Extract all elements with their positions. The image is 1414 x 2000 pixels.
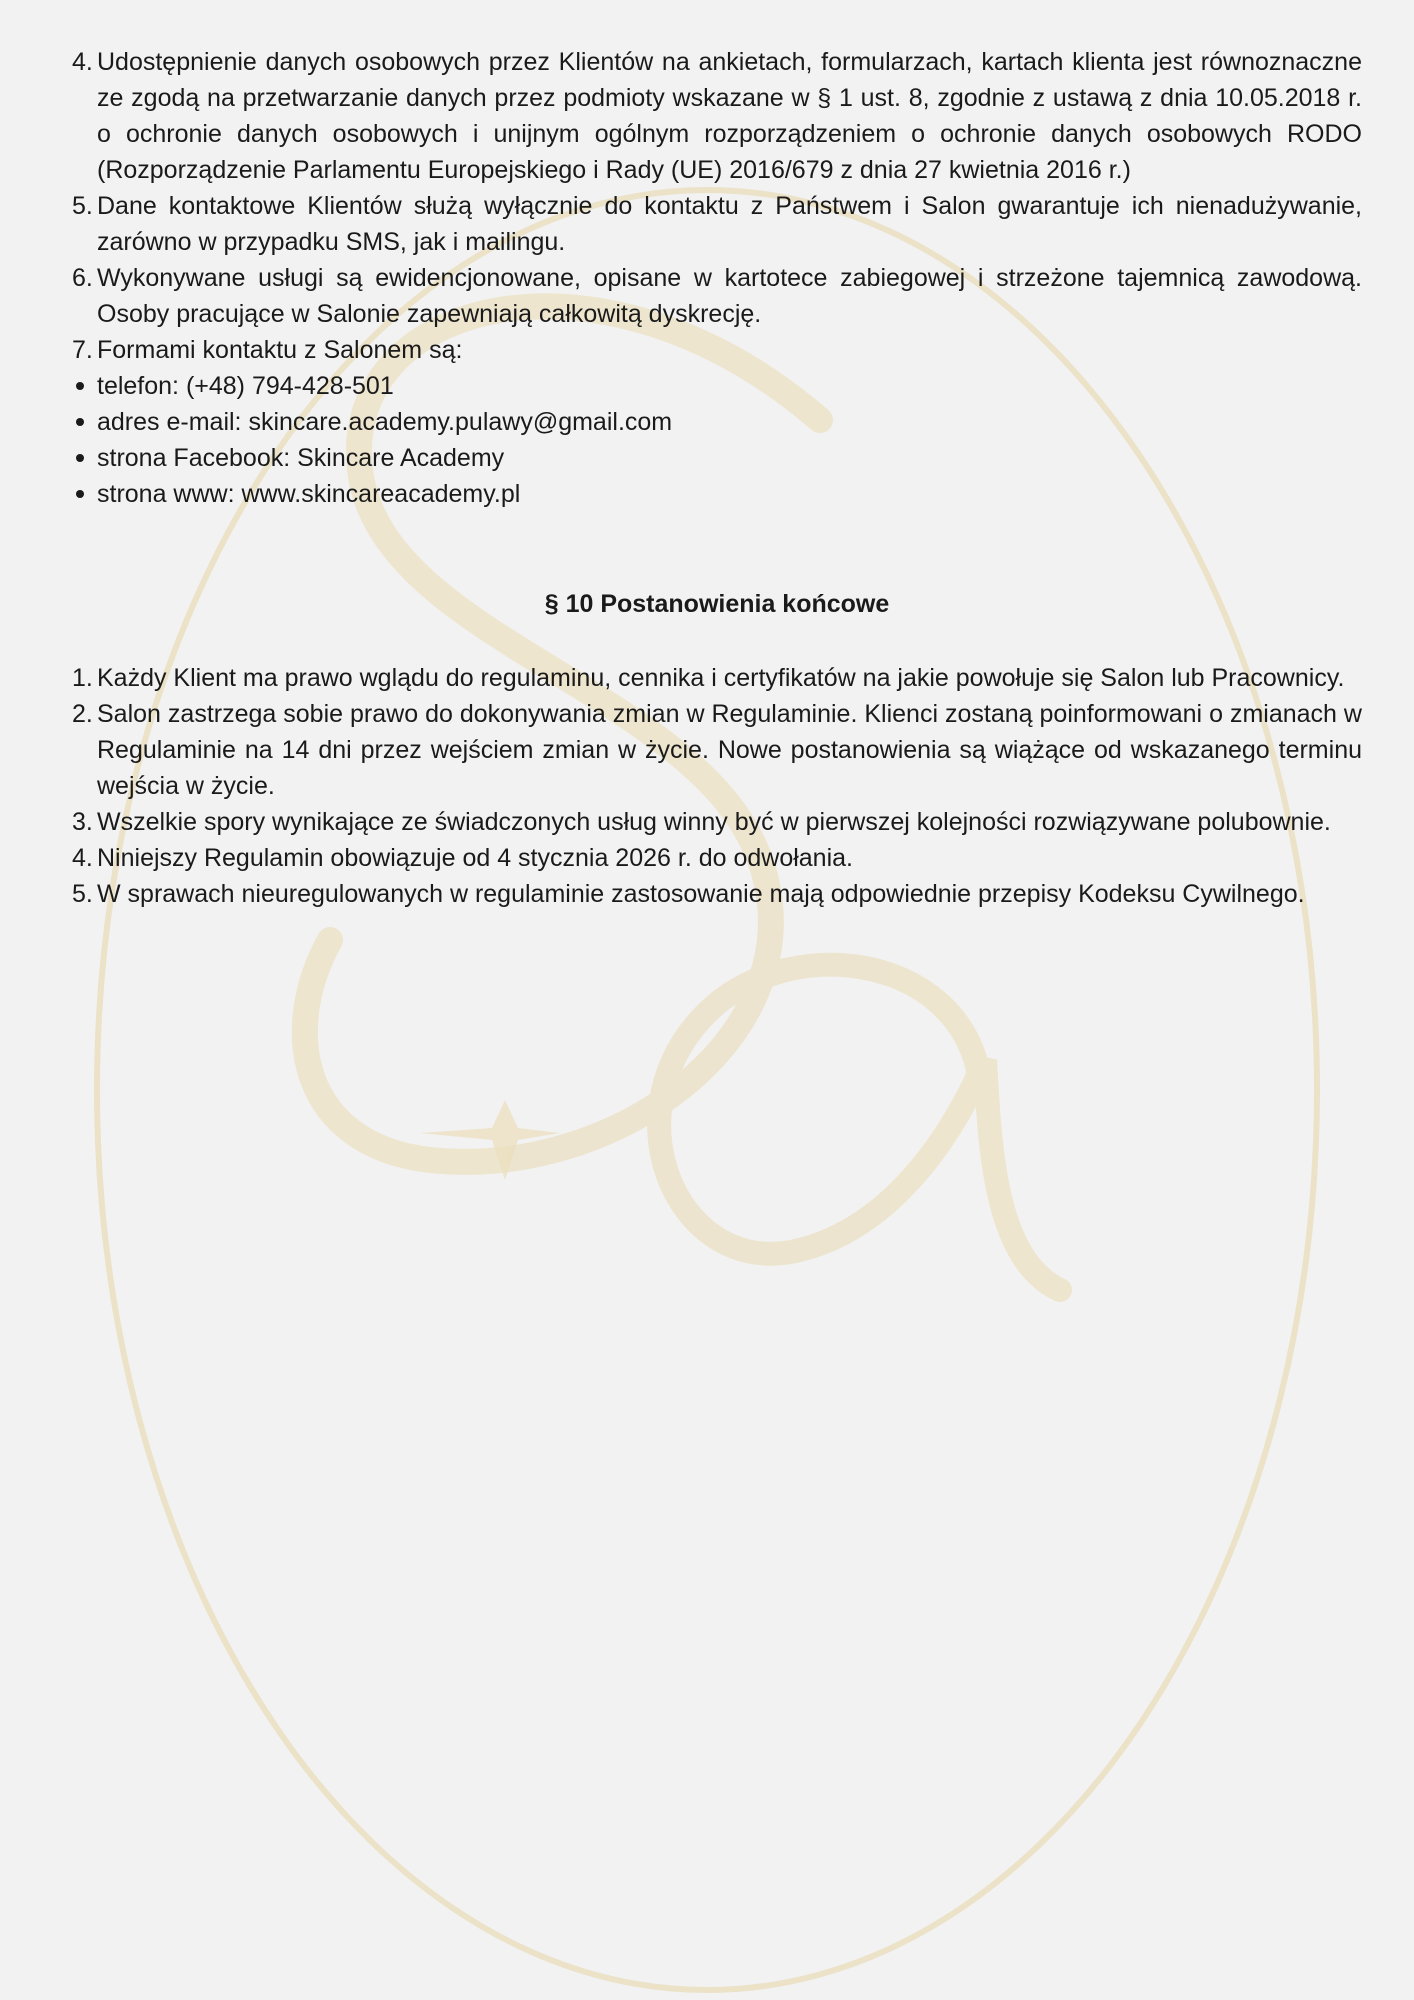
- item-number: 2.: [72, 700, 93, 728]
- contact-facebook: [72, 440, 1362, 476]
- contact-list: [72, 368, 1362, 512]
- list-item: [72, 696, 1362, 804]
- item-text: Dane kontaktowe Klientów służą wyłącznie do kontaktu z Państwem i Salon gwarantuje ich nienadużywanie, zarówno w przypadku SMS, jak i mailingu.: [97, 192, 1362, 256]
- item-text: Wykonywane usługi są ewidencjonowane, opisane w kartotece zabiegowej i strzeżone tajemnicą zawodową. Osoby pracujące w Salonie zapewniają całkowitą dyskrecję.: [97, 264, 1362, 328]
- bullet-icon: [76, 418, 84, 426]
- contact-text: adres e-mail: skincare.academy.pulawy@gmail.com: [97, 408, 673, 436]
- list-item: [72, 44, 1362, 188]
- item-text: Każdy Klient ma prawo wglądu do regulaminu, cennika i certyfikatów na jakie powołuje się Salon lub Pracownicy.: [97, 664, 1345, 692]
- bullet-icon: [76, 490, 84, 498]
- item-number: 6.: [72, 264, 93, 292]
- item-text: Salon zastrzega sobie prawo do dokonywania zmian w Regulaminie. Klienci zostaną poinformowani o zmianach w Regulaminie na 14 dni przez wejściem zmian w życie. Nowe postanowienia są wiążące od wskazanego terminu wejścia w życie.: [97, 700, 1362, 800]
- item-text: W sprawach nieuregulowanych w regulaminie zastosowanie mają odpowiednie przepisy Kodeksu Cywilnego.: [97, 880, 1305, 908]
- contact-email: [72, 404, 1362, 440]
- list-item: [72, 332, 1362, 368]
- item-number: 1.: [72, 664, 93, 692]
- list-item: [72, 660, 1362, 696]
- item-number: 4.: [72, 48, 93, 76]
- list-item: [72, 804, 1362, 840]
- list-item: [72, 260, 1362, 332]
- item-text: Wszelkie spory wynikające ze świadczonych usług winny być w pierwszej kolejności rozwiązywane polubownie.: [97, 808, 1331, 836]
- final-provisions-list: [72, 660, 1362, 912]
- list-item: [72, 876, 1362, 912]
- item-number: 7.: [72, 336, 93, 364]
- privacy-list: [72, 44, 1362, 368]
- document-page: [0, 0, 1414, 912]
- item-text: Niniejszy Regulamin obowiązuje od 4 stycznia 2026 r. do odwołania.: [97, 844, 853, 872]
- item-number: 5.: [72, 192, 93, 220]
- item-text: Udostępnienie danych osobowych przez Klientów na ankietach, formularzach, kartach klienta jest równoznaczne ze zgodą na przetwarzanie danych przez podmioty wskazane w § 1 ust. 8, zgodnie z ustawą z dnia 10.05.2018 r. o ochronie danych osobowych i unijnym ogólnym rozporządzeniem o ochronie danych osobowych RODO (Rozporządzenie Parlamentu Europejskiego i Rady (UE) 2016/679 z dnia 27 kwietnia 2016 r.): [97, 48, 1362, 184]
- contact-website: [72, 476, 1362, 512]
- item-number: 5.: [72, 880, 93, 908]
- contact-text: strona Facebook: Skincare Academy: [97, 444, 505, 472]
- section-heading: § 10 Postanowienia końcowe: [544, 590, 890, 618]
- item-number: 3.: [72, 808, 93, 836]
- bullet-icon: [76, 454, 84, 462]
- list-item: [72, 188, 1362, 260]
- contact-text: telefon: (+48) 794-428-501: [97, 372, 394, 400]
- item-text: Formami kontaktu z Salonem są:: [97, 336, 463, 364]
- contact-phone: [72, 368, 1362, 404]
- item-number: 4.: [72, 844, 93, 872]
- list-item: [72, 840, 1362, 876]
- bullet-icon: [76, 382, 84, 390]
- contact-text: strona www: www.skincareacademy.pl: [97, 480, 521, 508]
